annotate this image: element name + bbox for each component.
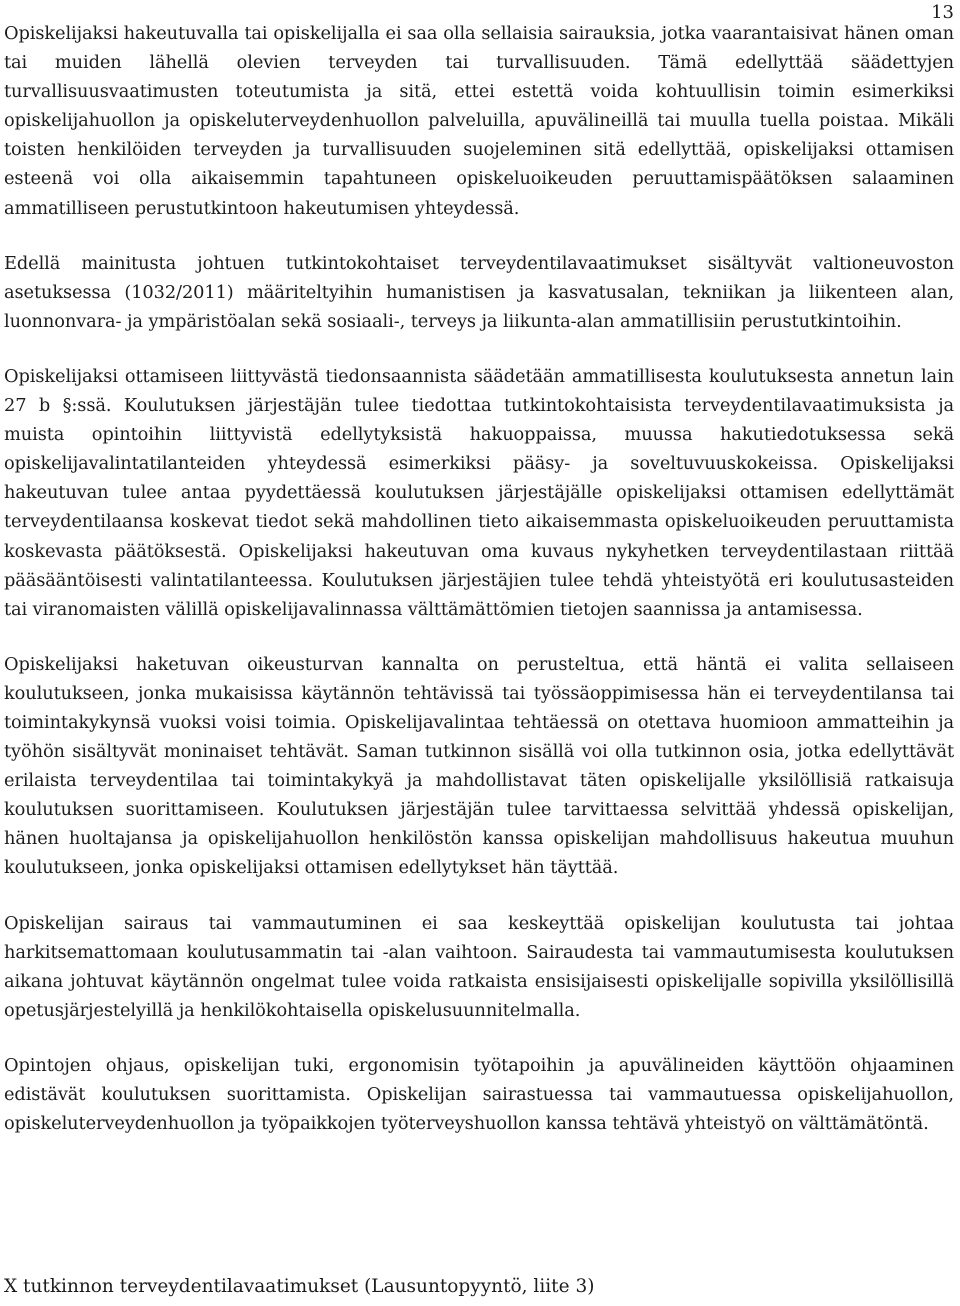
paragraph-information-disclosure: Opiskelijaksi ottamiseen liittyvästä tiedonsaannista säädetään ammatillisesta koulutuksesta annetun lain 27 b §:ssä. Koulutuksen järjestäjän tulee tiedottaa tutkintokohtaisista terveydentilavaatimuksista ja muista opintoihin liittyvistä edellytyksistä hakuoppaissa, muussa hakutiedotuksessa sekä opiskelijavalintatilanteiden yhteydessä esimerkiksi pääsy- ja soveltuvuuskokeissa. Opiskelijaksi hakeutuvan tulee antaa pyydettäessä koulutuksen järjestäjälle opiskelijaksi ottamisen edellyttämät terveydentilaansa koskevat tiedot sekä mahdollinen tieto aikaisemmasta opiskeluoikeuden peruuttamista koskevasta päätöksestä. Opiskelijaksi hakeutuvan oma kuvaus nykyhetken terveydentilastaan riittää pääsääntöisesti valintatilanteessa. Koulutuksen järjestäjien tulee tehdä yhteistyötä eri koulutusasteiden tai viranomaisten välillä opiskelijavalinnassa välttämättömien tietojen saannissa ja antamisessa. [4,365,954,620]
page-number: 13 [931,2,954,23]
document-body [4,19,954,1164]
paragraph-guidance-support: Opintojen ohjaus, opiskelijan tuki, ergonomisin työtapoihin ja apuvälineiden käyttöön ohjaaminen edistävät koulutuksen suorittamista. Opiskelijan sairastuessa tai vammautuessa opiskelijahuollon, opiskeluterveydenhuollon ja työpaikkojen työterveyshuollon kanssa tehtävä yhteistyö on välttämätöntä. [4,1054,954,1135]
section-heading: X tutkinnon terveydentilavaatimukset (Lausuntopyyntö, liite 3) [4,1276,595,1297]
paragraph-health-requirements: Opiskelijaksi hakeutuvalla tai opiskelijalla ei saa olla sellaisia sairauksia, jotka vaarantaisivat hänen oman tai muiden lähellä olevien terveyden tai turvallisuuden. Tämä edellyttää säädettyjen turvallisuusvaatimusten toteutumista ja sitä, ettei estettä voida kohtuullisin toimin esimerkiksi opiskelijahuollon ja opiskeluterveydenhuollon palveluilla, apuvälineillä tai muulla tuella poistaa. Mikäli toisten henkilöiden terveyden ja turvallisuuden suojeleminen sitä edellyttää, opiskelijaksi ottamisen esteenä voi olla aikaisemmin tapahtuneen opiskeluoikeuden peruuttamispäätöksen salaaminen ammatilliseen perustutkintoon hakeutumisen yhteydessä. [4,23,954,219]
paragraph-legal-protection: Opiskelijaksi haketuvan oikeusturvan kannalta on perusteltua, että häntä ei valita sellaiseen koulutukseen, jonka mukaisissa käytännön tehtävissä tai työssäoppimisessa hän ei terveydentilansa tai toimintakykynsä vuoksi voisi toimia. Opiskelijavalintaa tehtäessä on otettava huomioon ammatteihin ja työhön sisältyvät moninaiset tehtävät. Saman tutkinnon sisällä voi olla tutkinnon osia, jotka edellyttävät erilaista terveydentilaa tai toimintakykyä ja mahdollistavat täten opiskelijalle yksilöllisiä ratkaisuja koulutuksen suorittamiseen. Koulutuksen järjestäjän tulee tarvittaessa selvittää yhdessä opiskelijan, hänen huoltajansa ja opiskelijahuollon henkilöstön kanssa opiskelijan mahdollisuus hakeutua muuhun koulutukseen, jonka opiskelijaksi ottamisen edellytykset hän täyttää. [4,653,954,879]
paragraph-illness-during-studies: Opiskelijan sairaus tai vammautuminen ei saa keskeyttää opiskelijan koulutusta tai johtaa harkitsemattomaan koulutusammatin tai -alan vaihtoon. Sairaudesta tai vammautumisesta koulutuksen aikana johtuvat käytännön ongelmat tulee voida ratkaista ensisijaisesti opiskelijalle sopivilla yksilöllisillä opetusjärjestelyillä ja henkilökohtaisella opiskelusuunnitelmalla. [4,912,954,1021]
paragraph-government-decree: Edellä mainitusta johtuen tutkintokohtaiset terveydentilavaatimukset sisältyvät valtioneuvoston asetuksessa (1032/2011) määriteltyihin humanistisen ja kasvatusalan, tekniikan ja liikenteen alan, luonnonvara- ja ympäristöalan sekä sosiaali-, terveys ja liikunta-alan ammatillisiin perustutkintoihin. [4,252,954,332]
